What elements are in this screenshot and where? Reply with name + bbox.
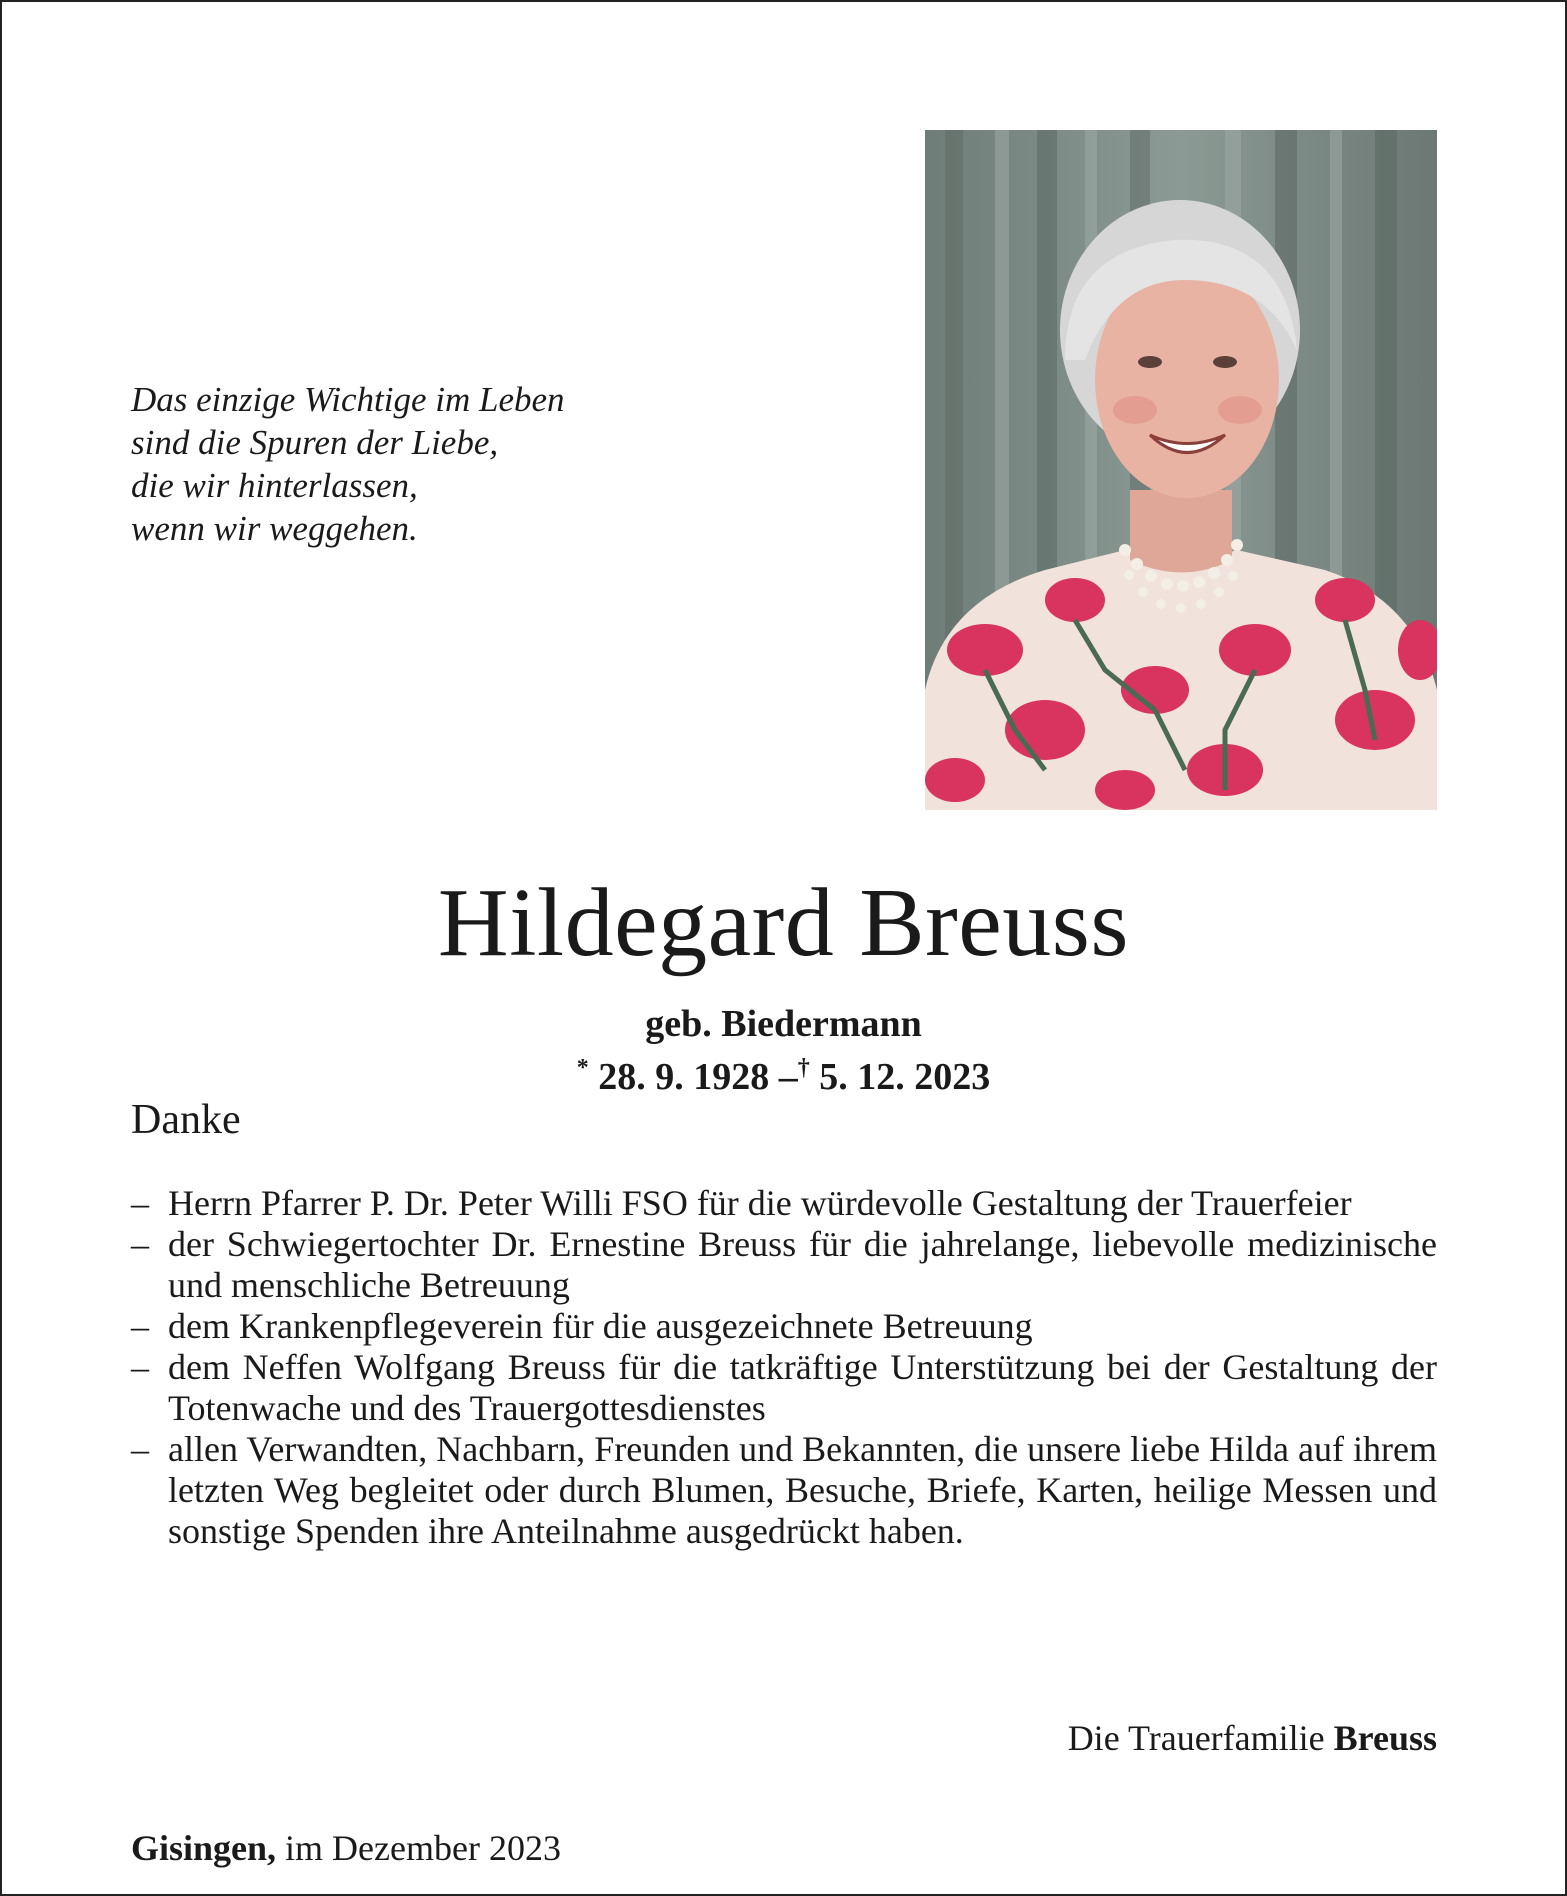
quote-line: Das einzige Wichtige im Leben xyxy=(131,380,565,419)
life-dates xyxy=(0,1046,1567,1099)
signature-prefix: Die Trauerfamilie xyxy=(1067,1718,1325,1758)
place-town: Gisingen, xyxy=(131,1828,277,1868)
list-item xyxy=(131,1429,1437,1552)
list-item xyxy=(131,1347,1437,1429)
signature-family-name: Breuss xyxy=(1333,1718,1437,1758)
list-item-text: Herrn Pfarrer P. Dr. Peter Willi FSO für die würdevolle Gestaltung der Trauerfeier xyxy=(168,1183,1352,1223)
thanks-heading: Danke xyxy=(131,1097,241,1143)
place-and-date xyxy=(131,1826,561,1870)
quote-line: wenn wir weggehen. xyxy=(131,509,418,548)
list-item-text: allen Verwandten, Nachbarn, Freunden und Bekannten, die unsere liebe Hilda auf ihrem letzten Weg begleitet oder durch Blumen, Besuche, Briefe, Karten, heilige Messen und sonstige Spenden ihre Anteilnahme ausgedrückt haben. xyxy=(168,1429,1437,1551)
list-dash: – xyxy=(131,1347,149,1387)
place-date: im Dezember 2023 xyxy=(285,1828,561,1868)
list-dash: – xyxy=(131,1183,149,1223)
birth-symbol: * xyxy=(576,1055,589,1081)
quote-line: sind die Spuren der Liebe, xyxy=(131,423,499,462)
birth-date: 28. 9. 1928 xyxy=(598,1056,770,1098)
list-item-text: dem Neffen Wolfgang Breuss für die tatkräftige Unterstützung bei der Gestaltung der Totenwache und des Trauergottesdienstes xyxy=(168,1347,1437,1428)
list-item-text: der Schwiegertochter Dr. Ernestine Breuss für die jahrelange, liebevolle medizinische und menschliche Betreuung xyxy=(168,1224,1437,1305)
portrait-photo xyxy=(925,130,1437,810)
quote-line: die wir hinterlassen, xyxy=(131,466,418,505)
list-dash: – xyxy=(131,1429,149,1469)
portrait-illustration xyxy=(925,130,1437,810)
list-item xyxy=(131,1224,1437,1306)
death-symbol: † xyxy=(797,1055,810,1081)
list-dash: – xyxy=(131,1306,149,1346)
family-signature xyxy=(1068,1716,1437,1760)
death-date: 5. 12. 2023 xyxy=(819,1056,991,1098)
list-item-text: dem Krankenpflegeverein für die ausgezeichnete Betreuung xyxy=(168,1306,1033,1346)
list-item xyxy=(131,1306,1437,1347)
maiden-name: geb. Biedermann xyxy=(645,1003,922,1045)
thanks-list xyxy=(131,1183,1437,1552)
list-item xyxy=(131,1183,1437,1224)
memorial-quote xyxy=(131,378,691,550)
date-separator: – xyxy=(778,1056,798,1098)
deceased-name: Hildegard Breuss xyxy=(437,869,1130,977)
list-dash: – xyxy=(131,1224,149,1264)
